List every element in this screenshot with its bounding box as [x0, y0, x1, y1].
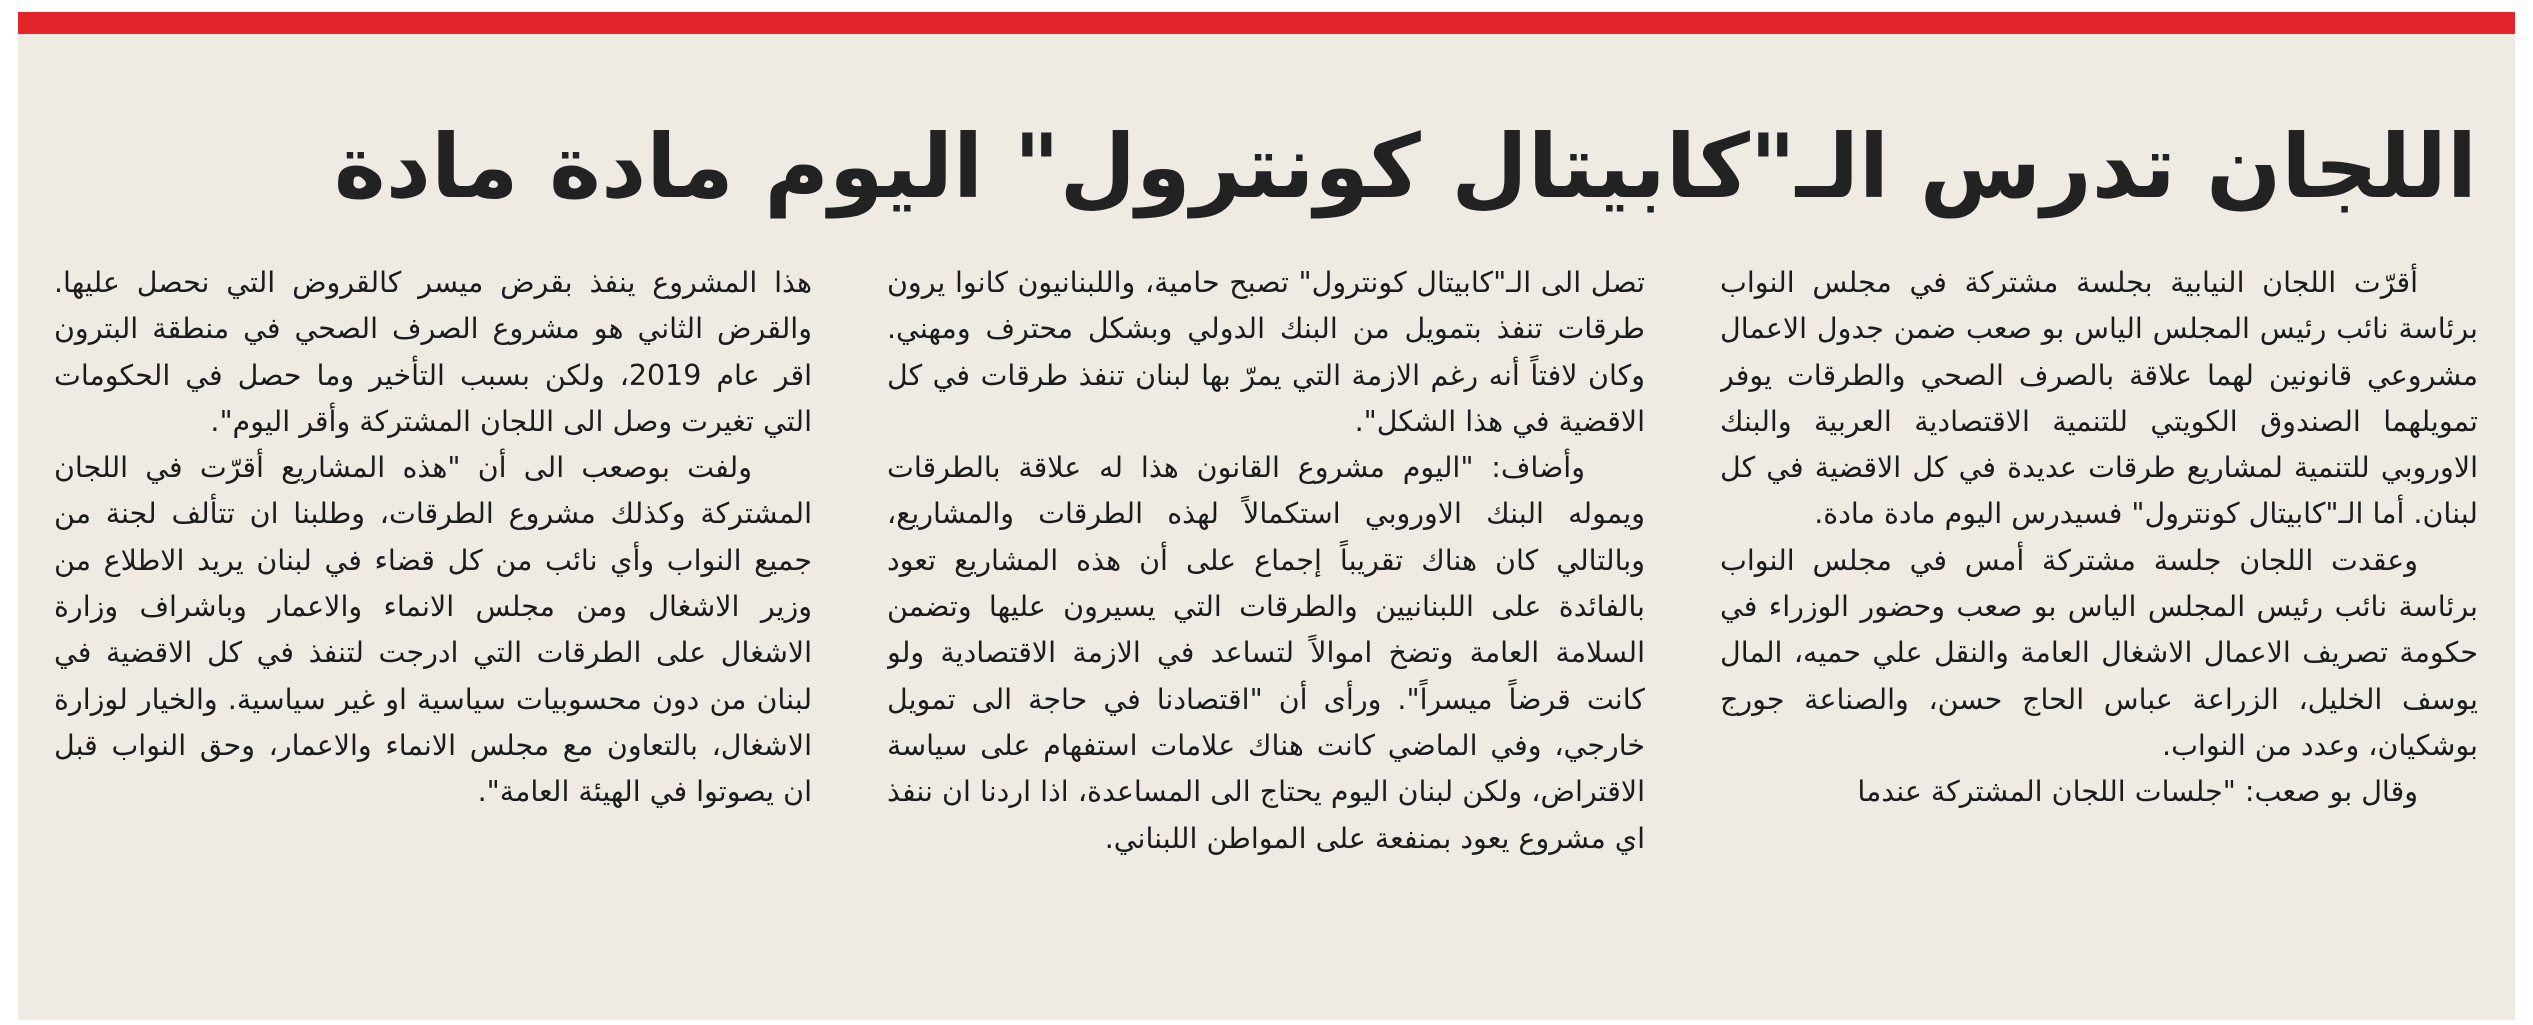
article-column-1	[1720, 260, 2478, 1000]
column-1-paragraph-1: أقرّت اللجان النيابية بجلسة مشتركة في مجلس النواب برئاسة نائب رئيس المجلس الياس بو صعب ضمن جدول الاعمال مشروعي قانونين لهما علاقة بالصرف الصحي والطرقات يوفر تمويلهما الصندوق الكويتي للتنمية الاقتصادية العربية والبنك الاوروبي للتنمية لمشاريع طرقات عديدة في كل الاقضية في كل لبنان. أما الـ"كابيتال كونترول" فسيدرس اليوم مادة مادة.	[1720, 266, 2478, 531]
article-headline: اللجان تدرس الـ"كابيتال كونترول" اليوم مادة مادة	[333, 115, 2477, 218]
column-2-paragraph-2: وأضاف: "اليوم مشروع القانون هذا له علاقة بالطرقات ويموله البنك الاوروبي استكمالاً لهذه الطرقات والمشاريع، وبالتالي كان هناك تقريباً إجماع على أن هذه المشاريع تعود بالفائدة على اللبنانيين والطرقات التي يسيرون عليها وتضمن السلامة العامة وتضخ اموالاً لتساعد في الازمة الاقتصادية ولو كانت قرضاً ميسراً". ورأى أن "اقتصادنا في حاجة الى تمويل خارجي، وفي الماضي كانت هناك علامات استفهام على سياسة الاقتراض، ولكن لبنان اليوم يحتاج الى المساعدة، اذا اردنا ان ننفذ اي مشروع يعود بمنفعة على المواطن اللبناني.	[887, 451, 1645, 855]
column-3-paragraph-2: ولفت بوصعب الى أن "هذه المشاريع أقرّت في اللجان المشتركة وكذلك مشروع الطرقات، وطلبنا ان تتألف لجنة من جميع النواب وأي نائب من كل قضاء في لبنان يريد الاطلاع من وزير الاشغال ومن مجلس الانماء والاعمار وباشراف وزارة الاشغال على الطرقات التي ادرجت لتنفذ في كل الاقضية في لبنان من دون محسوبيات سياسية او غير سياسية. والخيار لوزارة الاشغال، بالتعاون مع مجلس الانماء والاعمار، وحق النواب قبل ان يصوتوا في الهيئة العامة".	[54, 451, 812, 809]
column-1-paragraph-2: وعقدت اللجان جلسة مشتركة أمس في مجلس النواب برئاسة نائب رئيس المجلس الياس بو صعب وحضور الوزراء في حكومة تصريف الاعمال الاشغال العامة والنقل علي حميه، المال يوسف الخليل، الزراعة عباس الحاج حسن، والصناعة جورج بوشكيان، وعدد من النواب.	[1720, 543, 2478, 762]
column-2-paragraph-1: تصل الى الـ"كابيتال كونترول" تصبح حامية، واللبنانيون كانوا يرون طرقات تنفذ بتمويل من البنك الدولي وبشكل محترف ومهني. وكان لافتاً أنه رغم الازمة التي يمرّ بها لبنان تنفذ طرقات في كل الاقضية في هذا الشكل".	[887, 266, 1645, 438]
article-column-2	[887, 260, 1645, 1000]
newspaper-page	[18, 12, 2515, 1020]
column-1-paragraph-3: وقال بو صعب: "جلسات اللجان المشتركة عندما	[1857, 775, 2418, 809]
article-column-3	[54, 260, 812, 1000]
column-3-paragraph-1: هذا المشروع ينفذ بقرض ميسر كالقروض التي نحصل عليها. والقرض الثاني هو مشروع الصرف الصحي في منطقة البترون اقر عام 2019، ولكن بسبب التأخير وما حصل في الحكومات التي تغيرت وصل الى اللجان المشتركة وأقر اليوم".	[54, 266, 812, 438]
red-top-bar	[18, 12, 2515, 34]
